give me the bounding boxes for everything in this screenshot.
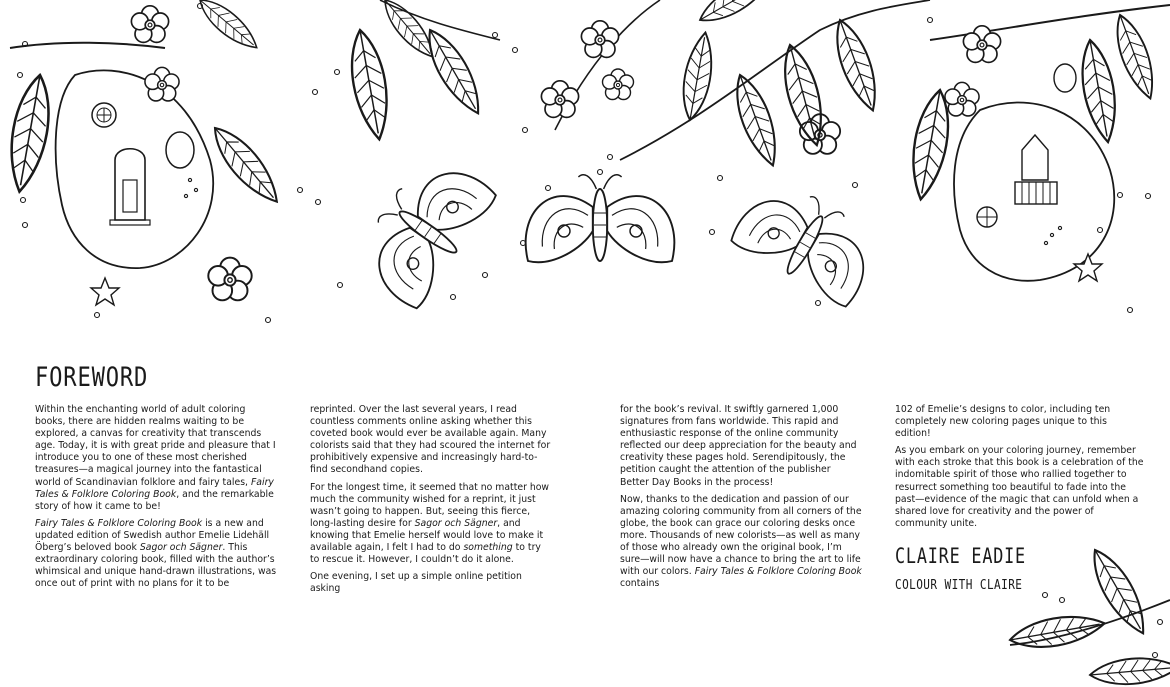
moth-left [348, 146, 498, 311]
text-column-2 [310, 404, 552, 600]
lemon-house-right [905, 5, 1170, 281]
paragraph [620, 494, 862, 591]
text-span: For the longest time, it seemed that no matter how much the community wished for a reprint, it just wasn’t going to happen. But, seeing this fierce, long-lasting desire for [310, 481, 550, 529]
paragraph: As you embark on your coloring journey, remember with each stroke that this book is a celebration of the indomitable spirit of those who rallied together to resurrect something too beautiful to fade into the past—evidence of the magic that can unfold when a shared love for creativity and the power of community unite. [895, 445, 1144, 529]
page-title: FOREWORD [35, 362, 149, 393]
signature-name: CLAIRE EADIE [895, 544, 1026, 568]
paragraph: for the book’s revival. It swiftly garnered 1,000 signatures from fans worldwide. This rapid and enthusiastic response of the online community reflected our deep appreciation for the beauty and creativity these pages hold. Serendipitously, the petition caught the attention of the publisher Better Day Books in the process! [620, 404, 857, 488]
paragraph: 102 of Emelie’s designs to color, including ten completely new coloring pages unique to this edition! [895, 404, 1111, 440]
book-title-italic: Sagor och Sägner [414, 517, 498, 529]
text-column-1 [35, 404, 277, 595]
book-title-italic: Sagor och Sägner [139, 542, 223, 554]
lemon-house-left [3, 0, 287, 305]
emphasis-italic: something [463, 542, 513, 554]
moth-center [526, 175, 675, 262]
text-span: , and knowing that Emelie herself would love to make it available again, I felt I had to do [310, 517, 544, 554]
text-column-4 [895, 404, 1145, 535]
paragraph [310, 482, 552, 567]
paragraph: reprinted. Over the last several years, I read countless comments online asking whether this coveted book would ever be available again. Many colorists said that they had scoured the internet for prohibitively expensive and increasingly hard-to-find secondhand copies. [310, 404, 551, 476]
paragraph [35, 404, 277, 513]
book-title-italic: Fairy Tales & Folklore Coloring Book [694, 566, 862, 578]
text-span: Now, thanks to the dedication and passion of our amazing coloring community from all corners of the globe, the book can grace our coloring desks once more. Thousands of new colorists—as well as many of those who already own the original book, I’m sure—will now have a chance to bring the art to life with our colors. [620, 493, 862, 578]
text-span: to try to rescue it. However, I couldn’t do it alone. [310, 542, 541, 566]
text-span: . This extraordinary coloring book, filled with the author’s whimsical and unique hand-drawn illustrations, was once out of print with no plans for it to be [35, 542, 277, 590]
branch-top-middle [344, 0, 930, 170]
text-span: Within the enchanting world of adult coloring books, there are hidden realms waiting to be explored, a canvas for creativity that transcends age. Today, it is with great pride and pleasure that I introduce you to one of these most cherished treasures—a magical journey into the fantastical world of Scandinavian folklore and fairy tales, [35, 404, 276, 488]
book-title-italic: Fairy Tales & Folklore Coloring Book [35, 476, 274, 500]
text-span: is a new and updated edition of Swedish author Emelie Lidehäll Öberg’s beloved book [35, 517, 270, 554]
text-span: contains [620, 578, 660, 590]
text-column-3 [620, 404, 862, 595]
signature-subtitle: COLOUR WITH CLAIRE [895, 577, 1023, 593]
text-span: , and the remarkable story of how it came to be! [35, 488, 274, 512]
moth-right [729, 171, 887, 309]
paragraph [35, 518, 277, 591]
branch-bottom-right [1008, 543, 1170, 687]
book-title-italic: Fairy Tales & Folklore Coloring Book [35, 517, 203, 529]
paragraph: One evening, I set up a simple online petition asking [310, 571, 522, 595]
